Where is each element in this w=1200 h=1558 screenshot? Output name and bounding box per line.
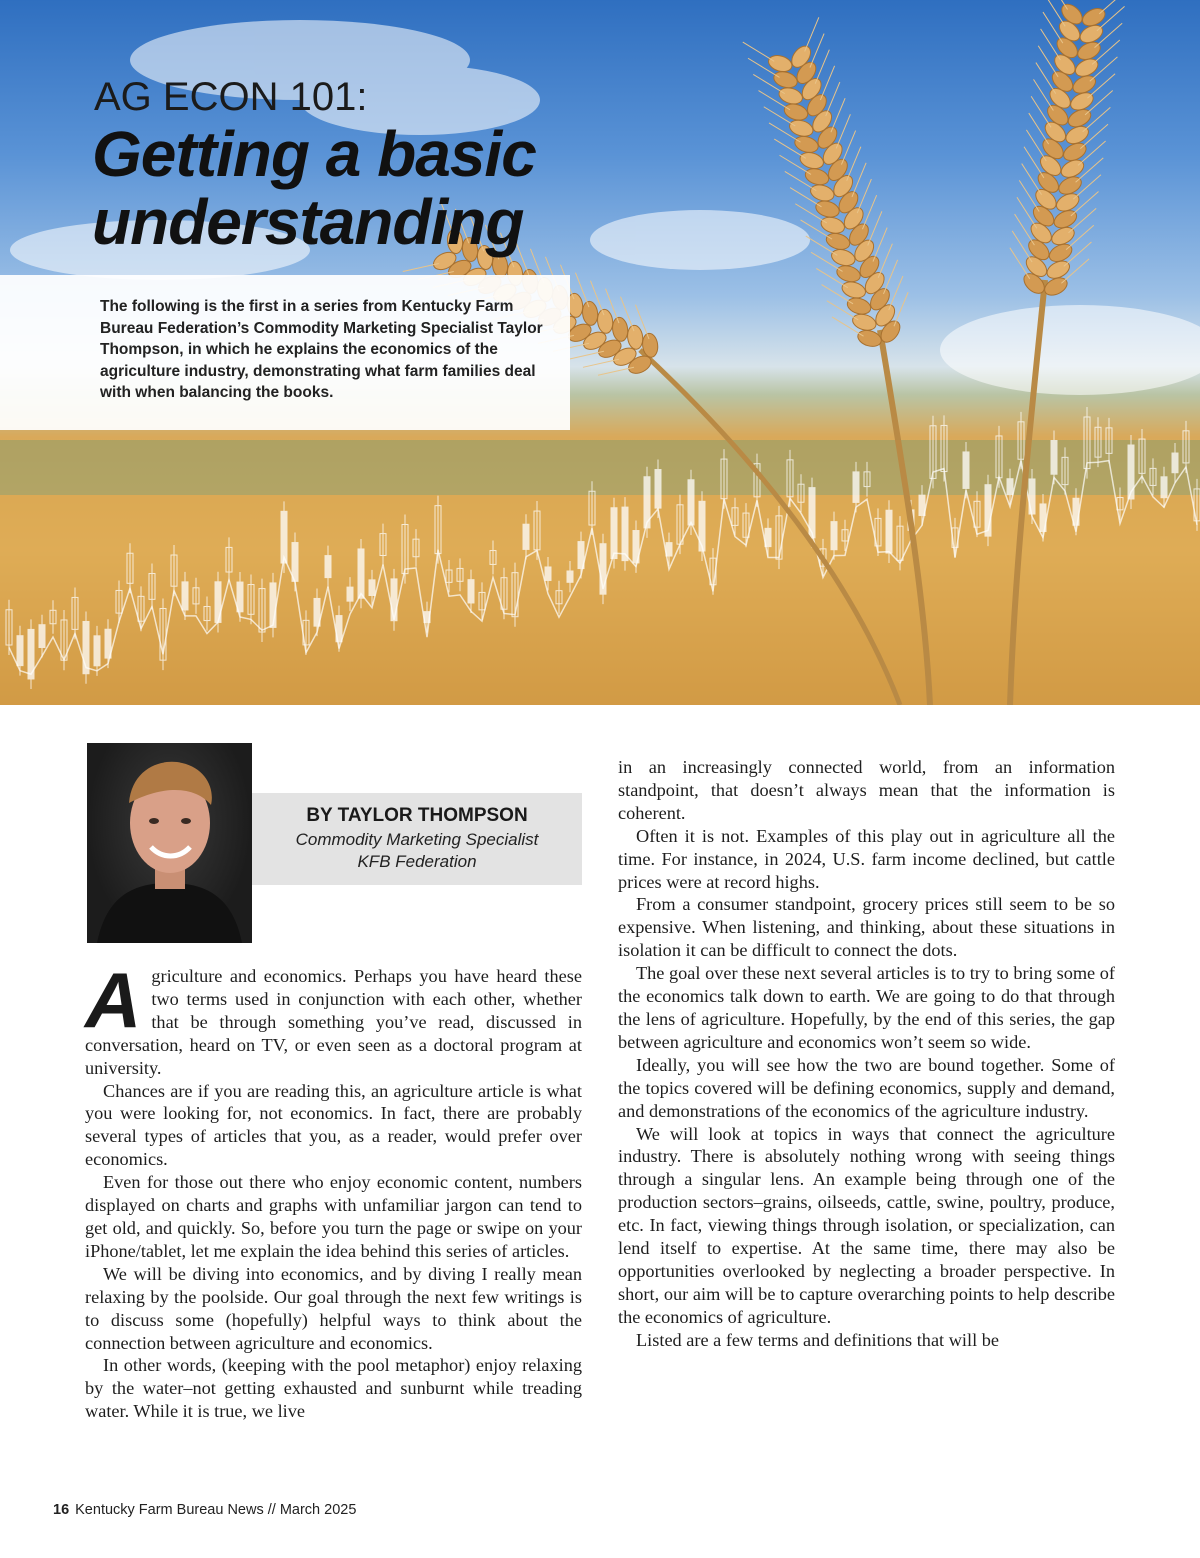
article-kicker: AG ECON 101: <box>94 75 368 119</box>
article-paragraph <box>85 956 582 1080</box>
article-title: Getting a basic understanding <box>92 118 536 258</box>
page-footer <box>53 1502 356 1518</box>
author-photo <box>87 743 252 943</box>
article-paragraph: in an increasingly connected world, from an information standpoint, that doesn’t always mean that the information is coherent. <box>618 757 1115 823</box>
article-column-left <box>85 956 582 1423</box>
publication-name: Kentucky Farm Bureau News // March 2025 <box>75 1502 357 1518</box>
article-paragraph: Listed are a few terms and definitions that will be <box>636 1329 999 1350</box>
byline-name: BY TAYLOR THOMPSON <box>306 805 528 826</box>
article-paragraph: Often it is not. Examples of this play out in agriculture all the time. For instance, in 2024, U.S. farm income declined, but cattle prices were at record highs. <box>618 825 1115 892</box>
article-column-right <box>618 756 1115 1352</box>
article-paragraph: Chances are if you are reading this, an agriculture article is what you were looking for, not economics. In fact, there are probably several types of articles that you, as a reader, would prefer over economics. <box>85 1080 582 1170</box>
paragraph-text: griculture and economics. Perhaps you have heard these two terms used in conjunction with each other, whether that be through something you’ve read, discussed in conversation, heard on TV, or even seen as a doctoral program at university. <box>85 966 582 1078</box>
article-intro: The following is the first in a series from Kentucky Farm Bureau Federation’s Commodity Marketing Specialist Taylor Thompson, in which he explains the economics of the agriculture industry, demonstrating what farm families deal with when balancing the books. <box>100 298 543 401</box>
article-paragraph: Ideally, you will see how the two are bound together. Some of the topics covered will be defining economics, supply and demand, and demonstrations of the economics of the agriculture industry. <box>618 1054 1115 1121</box>
author-portrait-illustration <box>87 743 252 943</box>
article-paragraph: We will be diving into economics, and by diving I really mean relaxing by the poolside. Our goal through the next few writings is to discuss some (hopefully) helpful ways to think about the connection between agriculture and economics. <box>85 1263 582 1353</box>
article-paragraph: We will look at topics in ways that connect the agriculture industry. There is absolutely nothing wrong with seeing things through a singular lens. An example being through one of the production sectors–grains, oilseeds, cattle, swine, poultry, produce, etc. In fact, viewing things through isolation, or specialization, can lend itself to expertise. At the same time, there may also be opportunities overlooked by neglecting a broader perspective. In short, our aim will be to capture overarching points to help describe the economics of agriculture. <box>618 1123 1115 1327</box>
drop-cap: A <box>85 956 142 1044</box>
byline-org: KFB Federation <box>357 852 477 871</box>
article-paragraph: From a consumer standpoint, grocery prices still seem to be so expensive. When listening, and thinking, about these situations in isolation it can be difficult to connect the dots. <box>618 894 1115 961</box>
byline-role: Commodity Marketing Specialist <box>295 830 539 849</box>
article-paragraph: Even for those out there who enjoy economic content, numbers displayed on charts and graphs with unfamiliar jargon can tend to get old, and quickly. So, before you turn the page or swipe on your iPhone/tablet, let me explain the idea behind this series of articles. <box>85 1172 582 1261</box>
hero-image <box>0 0 1200 705</box>
article-paragraph: The goal over these next several articles is to try to bring some of the economics talk down to earth. We are going to do that through the lens of agriculture. Hopefully, by the end of this series, the gap between agriculture and economics won’t seem so wide. <box>618 963 1115 1052</box>
article-paragraph: In other words, (keeping with the pool metaphor) enjoy relaxing by the water–not getting exhausted and sunburnt while treading water. While it is true, we live <box>85 1355 582 1422</box>
page-number: 16 <box>53 1502 70 1518</box>
